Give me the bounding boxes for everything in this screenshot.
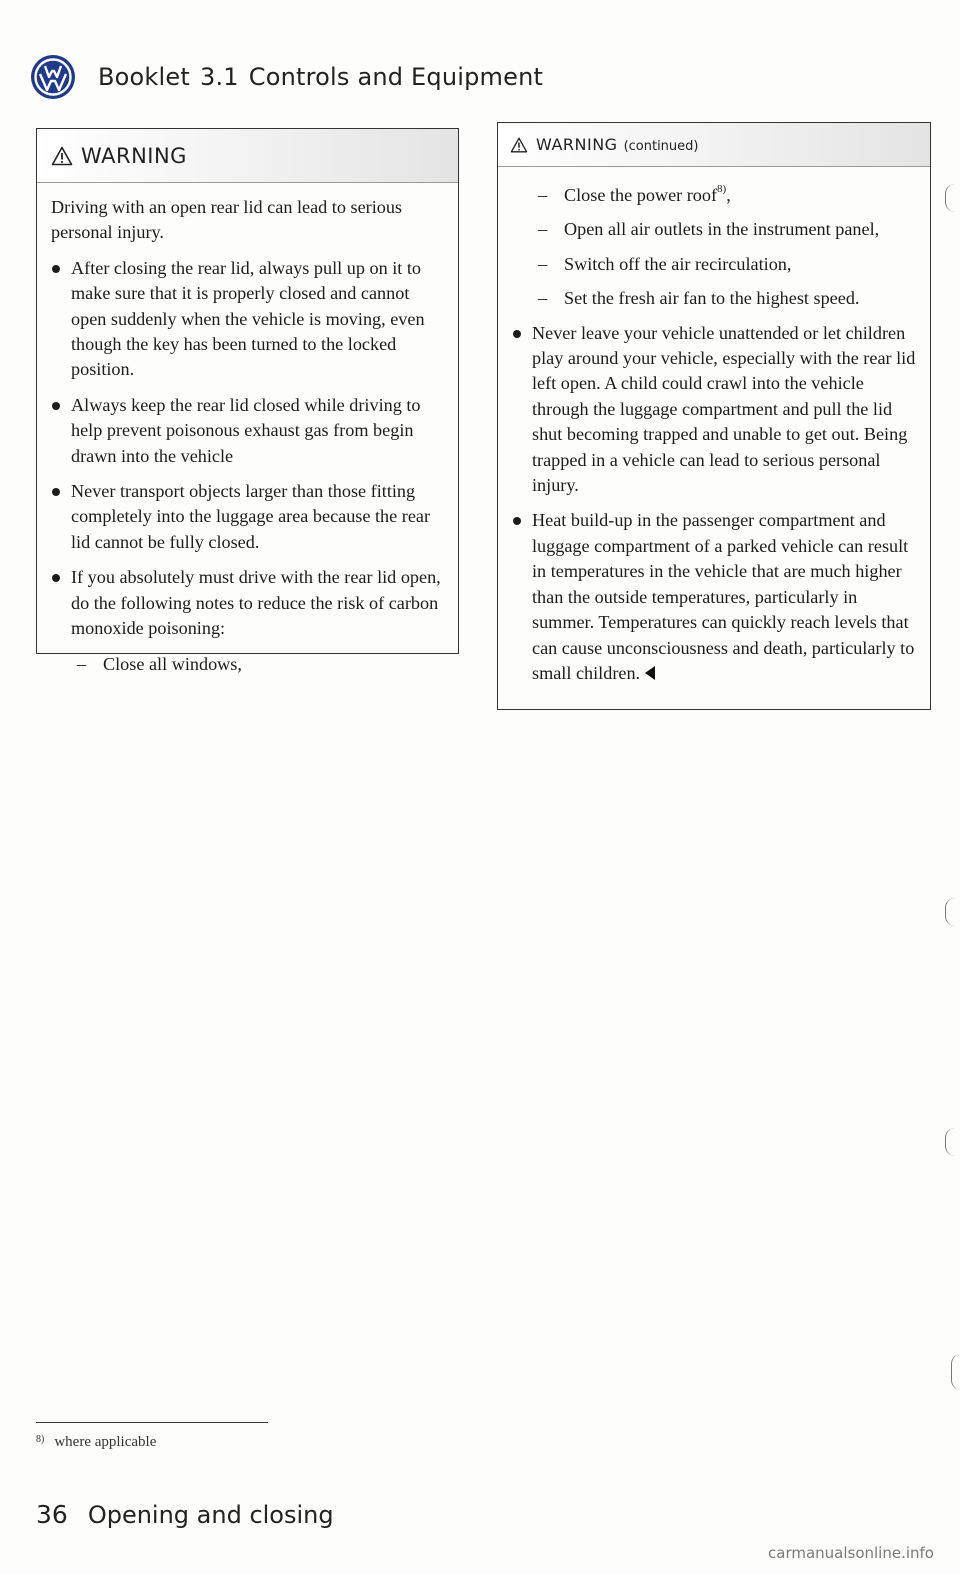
warning-dash-item: – Switch off the air recirculation, [512,252,916,277]
warning-dash-item: – Close all windows, [51,652,444,677]
margin-bracket [945,184,955,212]
warning-header [37,129,458,183]
continued-label: (continued) [623,139,699,154]
booklet-label: Booklet [98,63,190,91]
margin-bracket [945,1128,955,1156]
warning-intro: Driving with an open rear lid can lead to serious personal injury. [51,197,403,243]
watermark-text: carmanualsonline.info [768,1544,934,1562]
footnote [36,1434,156,1451]
warning-box-left [36,128,459,674]
warning-bullet: Always keep the rear lid closed while driving to help prevent poisonous exhaust gas from begin drawn into the vehicle [51,393,444,469]
booklet-title: Controls and Equipment [248,63,544,91]
warning-triangle-icon [510,137,528,153]
header-title [98,63,543,91]
footnote-rule [36,1422,268,1423]
dash-text: Close the power roof [564,185,718,205]
footnote-ref: 8) [717,183,727,195]
section-title: Opening and closing [87,1501,334,1529]
dash-tail: , [726,185,731,205]
warning-header-continued [498,123,930,167]
page-number: 36 [36,1500,68,1529]
page-header [30,52,543,102]
page-footer [36,1500,334,1529]
warning-bullet: If you absolutely must drive with the rear lid open, do the following notes to reduce the risk of carbon monoxide poisoning: [51,565,444,641]
footnote-mark: 8) [36,1434,45,1445]
warning-title [536,135,698,154]
warning-triangle-icon [51,146,73,166]
warning-bullet: Never transport objects larger than those fitting completely into the luggage area because the rear lid cannot be fully closed. [51,479,444,555]
warning-dash-item: – Set the fresh air fan to the highest speed. [512,286,916,311]
vw-logo-icon [30,54,76,100]
warning-title: WARNING [81,143,187,168]
warning-body [498,167,930,686]
warning-dash-item: – Open all air outlets in the instrument panel, [512,217,916,242]
warning-title-text: WARNING [536,135,618,154]
warning-bullet: After closing the rear lid, always pull up on it to make sure that it is properly closed and cannot open suddenly when the vehicle is moving, even though the key has been turned to the locked position. [51,256,444,383]
warning-dash-item [512,183,916,208]
warning-bullet [512,508,916,686]
warning-bullet: Never leave your vehicle unattended or let children play around your vehicle, especially with the rear lid left open. A child could crawl into the vehicle through the luggage compartment and pull the lid shut becoming trapped and unable to get out. Being trapped in a vehicle can lead to serious personal injury. [512,321,916,499]
margin-bracket [951,1354,960,1390]
warning-box-right [497,122,931,710]
margin-bracket [945,898,955,926]
warning-bullet-text: Heat build-up in the passenger compartment and luggage compartment of a parked vehicle can result in temperatures in the vehicle that are much higher than the outside temperatures, particularly in summer. Temperatures can quickly reach levels that can cause unconsciousness and death, particularly to small children. [532,510,915,683]
warning-body [37,183,458,677]
footnote-text: where applicable [54,1434,157,1450]
booklet-number: 3.1 [199,63,239,91]
end-of-section-icon [645,666,655,680]
